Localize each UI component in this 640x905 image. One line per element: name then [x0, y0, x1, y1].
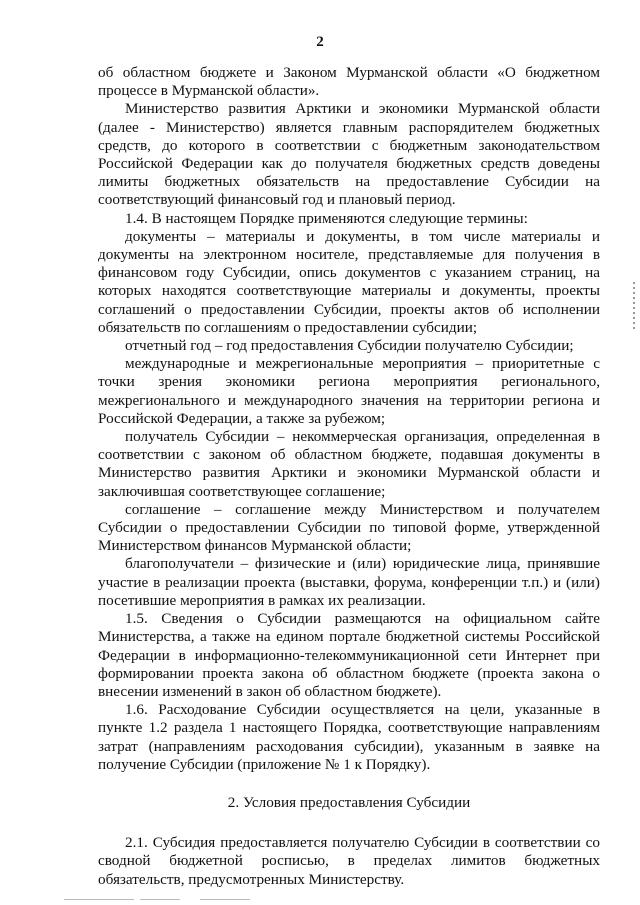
paragraph-1-6: 1.6. Расходование Субсидии осуществляется на цели, указанные в пункте 1.2 раздела 1 настоящего Порядка, соответствующие направлениям затрат (направлениям расходования субсидии), указанным в заявке на получение Субсидии (приложение № 1 к Порядку). [98, 701, 600, 773]
term-reporting-year: отчетный год – год предоставления Субсидии получателю Субсидии; [125, 337, 574, 355]
scan-margin-mark [633, 282, 635, 330]
footer-rule-2 [140, 899, 180, 900]
paragraph-1-5: 1.5. Сведения о Субсидии размещаются на официальном сайте Министерства, а также на едином портале бюджетной системы Российской Федерации в информационно-телекоммуникационной сети Интернет при формировании проекта закона об областном бюджете (проекта закона о внесении изменений в закон об областном бюджете). [98, 610, 600, 700]
paragraph-2-1: 2.1. Субсидия предоставляется получателю Субсидии в соответствии со сводной бюджетной росписью, в пределах лимитов бюджетных обязательств, предусмотренных Министерству. [98, 834, 600, 888]
term-agreement: соглашение – соглашение между Министерством и получателем Субсидии о предоставлении Субсидии по типовой форме, утвержденной Министерством финансов Мурманской области; [98, 500, 600, 555]
document-body [98, 64, 600, 889]
term-beneficiaries: благополучатели – физические и (или) юридические лица, принявшие участие в реализации проекта (выставки, форума, конференции т.п.) и (или) посетившие мероприятия в рамках их реализации. [98, 555, 600, 609]
term-documents: документы – материалы и документы, в том числе материалы и документы на электронном носителе, представляемые для получения в финансовом году Субсидии, опись документов с указанием страниц, на которых находятся соответствующие материалы и документы, проекты соглашений о предоставлении Субсидии, проекты актов об исполнении обязательств по соглашениям о предоставлении субсидии; [98, 227, 600, 336]
paragraph-ministry: Министерство развития Арктики и экономики Мурманской области (далее - Министерство) является главным распорядителем бюджетных средств, до которого в соответствии с бюджетным законодательством Российской Федерации как до получателя бюджетных средств доведены лимиты бюджетных обязательств на предоставление Субсидии на соответствующий финансовый год и плановый период. [98, 100, 600, 209]
term-recipient: получатель Субсидии – некоммерческая организация, определенная в соответствии с законом об областном бюджете, подавшая документы в Министерство развития Арктики и экономики Мурманской области и заключившая соответствующее соглашение; [98, 428, 600, 500]
section-heading: 2. Условия предоставления Субсидии [227, 793, 471, 811]
page-number: 2 [316, 34, 324, 50]
paragraph-1-4: 1.4. В настоящем Порядке применяются следующие термины: [125, 209, 528, 227]
footer-rule-3 [200, 899, 250, 900]
term-events: международные и межрегиональные мероприятия – приоритетные с точки зрения экономики региона мероприятия регионального, межрегионального и международного значения на территории региона и Российской Федерации, а также за рубежом; [98, 355, 600, 427]
paragraph-continuation: об областном бюджете и Законом Мурманской области «О бюджетном процессе в Мурманской области». [98, 64, 600, 100]
footer-rule-1 [64, 899, 134, 900]
